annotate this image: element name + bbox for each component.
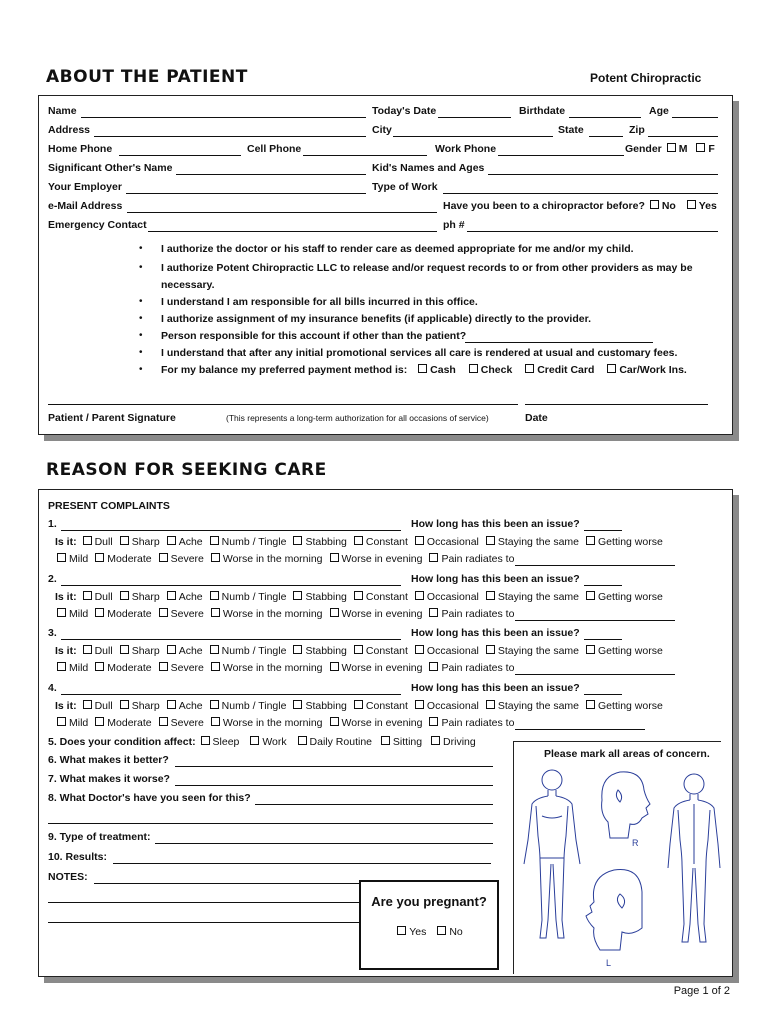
- severity-option-checkbox[interactable]: [429, 553, 438, 562]
- complaint-option-label: Numb / Tingle: [221, 645, 287, 657]
- affect-sitting-checkbox[interactable]: [381, 736, 390, 745]
- gender-f-label: F: [708, 143, 715, 155]
- complaint-option-checkbox[interactable]: [354, 536, 363, 545]
- complaint-option-checkbox[interactable]: [167, 591, 176, 600]
- complaint-field[interactable]: [61, 585, 401, 586]
- severity-option-checkbox[interactable]: [429, 662, 438, 671]
- complaint-option-checkbox[interactable]: [167, 700, 176, 709]
- how-long-field[interactable]: [584, 639, 622, 640]
- affect-sleep-checkbox[interactable]: [201, 736, 210, 745]
- affect-daily-routine-label: Daily Routine: [309, 736, 372, 748]
- payment-car-work-ins-checkbox[interactable]: [607, 364, 616, 373]
- significant-other-label: Significant Other's Name: [48, 162, 173, 174]
- kids-label: Kid's Names and Ages: [372, 162, 485, 174]
- q9-label: 9. Type of treatment:: [48, 831, 151, 843]
- signature-label: Patient / Parent Signature: [48, 412, 176, 424]
- q7-field[interactable]: [175, 785, 493, 786]
- complaint-option-checkbox[interactable]: [293, 536, 302, 545]
- severity-option-label: Worse in the morning: [222, 717, 323, 729]
- state-field[interactable]: [589, 136, 623, 137]
- severity-option-checkbox[interactable]: [211, 717, 220, 726]
- state-label: State: [558, 124, 584, 136]
- complaint-option-checkbox[interactable]: [415, 645, 424, 654]
- head-profile-left: [586, 869, 642, 968]
- complaint-option-label: Occasional: [426, 536, 479, 548]
- q8-label: 8. What Doctor's have you seen for this?: [48, 792, 251, 804]
- payment-cash-label: Cash: [430, 364, 456, 376]
- complaint-option-checkbox[interactable]: [83, 591, 92, 600]
- complaint-option-checkbox[interactable]: [167, 645, 176, 654]
- complaint-type-row: [55, 536, 668, 549]
- severity-option-label: Mild: [69, 608, 89, 620]
- complaint-option-label: Sharp: [131, 645, 160, 657]
- complaint-option-label: Ache: [178, 591, 203, 603]
- severity-option-checkbox[interactable]: [429, 717, 438, 726]
- complaint-option-label: Staying the same: [497, 700, 580, 712]
- complaint-type-row: [55, 645, 668, 658]
- complaint-option-checkbox[interactable]: [210, 591, 219, 600]
- complaint-field[interactable]: [61, 530, 401, 531]
- auth-item-6: I understand that after any initial promotional services all care is rendered at usual and customary fees.: [161, 347, 678, 359]
- severity-option-label: Pain radiates to: [441, 717, 515, 729]
- q5-label: 5. Does your condition affect:: [48, 736, 196, 748]
- payment-check-label: Check: [480, 364, 513, 376]
- been-before-group: [443, 200, 717, 213]
- emergency-phone-field[interactable]: [467, 231, 718, 232]
- payment-credit-card-checkbox[interactable]: [525, 364, 534, 373]
- severity-option-label: Severe: [170, 608, 204, 620]
- severity-option-checkbox[interactable]: [95, 717, 104, 726]
- complaint-option-label: Ache: [178, 700, 203, 712]
- notes-field-line2[interactable]: [48, 902, 359, 903]
- complaint-option-checkbox[interactable]: [486, 536, 495, 545]
- gender-f-checkbox[interactable]: [696, 143, 705, 152]
- how-long-label: How long has this been an issue?: [411, 682, 580, 694]
- how-long-label: How long has this been an issue?: [411, 627, 580, 639]
- payment-method-row: [161, 364, 687, 377]
- section-title-about: ABOUT THE PATIENT: [46, 67, 248, 87]
- complaint-option-checkbox[interactable]: [415, 536, 424, 545]
- body-chart-label: Please mark all areas of concern.: [544, 748, 710, 760]
- complaint-option-checkbox[interactable]: [293, 645, 302, 654]
- complaint-option-checkbox[interactable]: [210, 536, 219, 545]
- auth-item-5: Person responsible for this account if other than the patient?: [161, 330, 467, 342]
- auth-item-1: I authorize the doctor or his staff to render care as deemed appropriate for me and/or my child.: [161, 243, 634, 255]
- complaint-option-checkbox[interactable]: [354, 645, 363, 654]
- complaint-option-checkbox[interactable]: [486, 645, 495, 654]
- severity-option-checkbox[interactable]: [330, 553, 339, 562]
- kids-field[interactable]: [488, 174, 718, 175]
- complaint-option-label: Stabbing: [305, 700, 347, 712]
- work-phone-label: Work Phone: [435, 143, 497, 155]
- bullet-icon: •: [139, 313, 143, 324]
- severity-option-checkbox[interactable]: [159, 717, 168, 726]
- pain-radiates-field[interactable]: [515, 665, 675, 675]
- how-long-field[interactable]: [584, 585, 622, 586]
- complaint-option-label: Staying the same: [497, 591, 580, 603]
- payment-credit-card-label: Credit Card: [537, 364, 595, 376]
- complaint-option-label: Sharp: [131, 536, 160, 548]
- severity-option-checkbox[interactable]: [57, 662, 66, 671]
- zip-label: Zip: [629, 124, 645, 136]
- severity-option-label: Severe: [170, 662, 204, 674]
- complaint-option-checkbox[interactable]: [210, 645, 219, 654]
- home-phone-field[interactable]: [119, 155, 241, 156]
- body-diagram[interactable]: [514, 760, 721, 975]
- responsible-person-field[interactable]: [465, 342, 653, 343]
- signature-date-field[interactable]: [525, 404, 708, 405]
- complaint-option-checkbox[interactable]: [210, 700, 219, 709]
- complaint-option-checkbox[interactable]: [586, 645, 595, 654]
- complaint-option-checkbox[interactable]: [83, 536, 92, 545]
- severity-option-checkbox[interactable]: [211, 662, 220, 671]
- notes-field-line3[interactable]: [48, 922, 359, 923]
- head-profile-right: [602, 772, 650, 848]
- payment-car-work-ins-label: Car/Work Ins.: [619, 364, 687, 376]
- q7-label: 7. What makes it worse?: [48, 773, 170, 785]
- severity-option-label: Worse in evening: [341, 717, 423, 729]
- complaint-option-checkbox[interactable]: [486, 591, 495, 600]
- payment-cash-checkbox[interactable]: [418, 364, 427, 373]
- complaint-option-checkbox[interactable]: [83, 645, 92, 654]
- cell-phone-label: Cell Phone: [247, 143, 302, 155]
- complaint-option-label: Staying the same: [497, 645, 580, 657]
- complaint-option-label: Getting worse: [598, 645, 663, 657]
- pregnant-yes-checkbox[interactable]: [397, 926, 406, 935]
- complaint-option-label: Dull: [94, 536, 113, 548]
- affect-work-checkbox[interactable]: [250, 736, 259, 745]
- complaint-option-checkbox[interactable]: [354, 591, 363, 600]
- severity-option-checkbox[interactable]: [159, 608, 168, 617]
- complaint-option-checkbox[interactable]: [586, 536, 595, 545]
- left-mark: L: [606, 958, 612, 968]
- severity-option-label: Moderate: [107, 717, 152, 729]
- q8-field-line2[interactable]: [48, 823, 493, 824]
- how-long-label: How long has this been an issue?: [411, 573, 580, 585]
- complaint-option-checkbox[interactable]: [120, 645, 129, 654]
- work-phone-field[interactable]: [498, 155, 624, 156]
- ph-label: ph #: [443, 219, 465, 231]
- emergency-contact-field[interactable]: [148, 231, 437, 232]
- complaint-option-checkbox[interactable]: [354, 700, 363, 709]
- payment-check-checkbox[interactable]: [469, 364, 478, 373]
- complaint-option-label: Getting worse: [598, 536, 663, 548]
- severity-option-checkbox[interactable]: [211, 553, 220, 562]
- severity-option-label: Mild: [69, 662, 89, 674]
- severity-option-checkbox[interactable]: [211, 608, 220, 617]
- notes-label: NOTES:: [48, 871, 88, 883]
- name-field[interactable]: [81, 117, 366, 118]
- city-label: City: [372, 124, 392, 136]
- severity-option-label: Mild: [69, 717, 89, 729]
- complaint-option-label: Ache: [178, 645, 203, 657]
- complaint-option-label: Dull: [94, 645, 113, 657]
- severity-option-checkbox[interactable]: [330, 662, 339, 671]
- auth-item-3: I understand I am responsible for all bills incurred in this office.: [161, 296, 478, 308]
- severity-option-checkbox[interactable]: [95, 662, 104, 671]
- complaint-option-label: Occasional: [426, 591, 479, 603]
- present-complaints-heading: PRESENT COMPLAINTS: [48, 500, 170, 512]
- is-it-label: Is it:: [55, 591, 77, 603]
- affect-work-label: Work: [262, 736, 287, 748]
- complaint-option-label: Staying the same: [497, 536, 580, 548]
- complaint-option-label: Constant: [365, 700, 408, 712]
- gender-m-label: M: [678, 143, 688, 155]
- pain-radiates-field[interactable]: [515, 720, 645, 730]
- cell-phone-field[interactable]: [303, 155, 427, 156]
- q10-field[interactable]: [113, 863, 491, 864]
- complaint-option-label: Numb / Tingle: [221, 591, 287, 603]
- severity-option-label: Moderate: [107, 608, 152, 620]
- q10-label: 10. Results:: [48, 851, 107, 863]
- severity-option-label: Worse in evening: [341, 553, 423, 565]
- complaint-number: 4.: [48, 682, 57, 694]
- page-number: Page 1 of 2: [673, 985, 730, 997]
- city-field[interactable]: [393, 136, 553, 137]
- bullet-icon: •: [139, 347, 143, 358]
- complaint-severity-row: [55, 717, 645, 730]
- q9-field[interactable]: [155, 843, 493, 844]
- complaint-option-checkbox[interactable]: [415, 700, 424, 709]
- birthdate-label: Birthdate: [519, 105, 566, 117]
- complaint-option-checkbox[interactable]: [293, 700, 302, 709]
- signature-note: (This represents a long-term authorization for all occasions of service): [226, 413, 489, 423]
- complaint-option-label: Sharp: [131, 591, 160, 603]
- how-long-field[interactable]: [584, 530, 622, 531]
- complaint-option-checkbox[interactable]: [120, 536, 129, 545]
- employer-field[interactable]: [126, 193, 366, 194]
- complaint-option-label: Stabbing: [305, 536, 347, 548]
- signature-field[interactable]: [48, 404, 518, 405]
- complaint-option-checkbox[interactable]: [586, 700, 595, 709]
- been-before-yes-checkbox[interactable]: [687, 200, 696, 209]
- pregnant-yes-label: Yes: [409, 926, 427, 938]
- severity-option-label: Mild: [69, 553, 89, 565]
- complaint-option-checkbox[interactable]: [167, 536, 176, 545]
- right-mark: R: [632, 838, 639, 848]
- complaint-option-label: Getting worse: [598, 700, 663, 712]
- severity-option-label: Worse in evening: [341, 662, 423, 674]
- patient-info-box: [38, 95, 733, 435]
- affect-sleep-label: Sleep: [212, 736, 240, 748]
- bullet-icon: •: [139, 262, 143, 273]
- is-it-label: Is it:: [55, 700, 77, 712]
- bullet-icon: •: [139, 330, 143, 341]
- been-before-no-checkbox[interactable]: [650, 200, 659, 209]
- section-title-reason: REASON FOR SEEKING CARE: [46, 460, 327, 480]
- affect-driving-checkbox[interactable]: [431, 736, 440, 745]
- complaint-option-label: Stabbing: [305, 645, 347, 657]
- auth-item-7: For my balance my preferred payment method is:: [161, 364, 408, 376]
- auth-item-4: I authorize assignment of my insurance benefits (if applicable) directly to the provider.: [161, 313, 592, 325]
- practice-name: Potent Chiropractic: [590, 71, 702, 85]
- severity-option-label: Pain radiates to: [441, 662, 515, 674]
- complaint-option-label: Stabbing: [305, 591, 347, 603]
- been-before-no-label: No: [661, 200, 676, 212]
- complaint-number: 3.: [48, 627, 57, 639]
- pain-radiates-field[interactable]: [515, 611, 675, 621]
- complaint-option-label: Occasional: [426, 700, 479, 712]
- complaint-severity-row: [55, 608, 675, 621]
- bullet-icon: •: [139, 243, 143, 254]
- q6-field[interactable]: [175, 766, 493, 767]
- auth-item-2: I authorize Potent Chiropractic LLC to release and/or request records to or from other providers as may be: [161, 262, 693, 274]
- complaint-option-checkbox[interactable]: [120, 700, 129, 709]
- complaint-number: 1.: [48, 518, 57, 530]
- significant-other-field[interactable]: [176, 174, 366, 175]
- severity-option-label: Severe: [170, 553, 204, 565]
- pregnant-box: [359, 880, 499, 970]
- severity-option-checkbox[interactable]: [57, 608, 66, 617]
- how-long-label: How long has this been an issue?: [411, 518, 580, 530]
- complaint-severity-row: [55, 662, 675, 675]
- body-front-figure: [524, 770, 580, 938]
- employer-label: Your Employer: [48, 181, 122, 193]
- complaint-option-label: Dull: [94, 700, 113, 712]
- severity-option-checkbox[interactable]: [159, 662, 168, 671]
- severity-option-label: Severe: [170, 717, 204, 729]
- complaint-number: 2.: [48, 573, 57, 585]
- complaint-option-label: Ache: [178, 536, 203, 548]
- auth-item-2-cont: necessary.: [161, 279, 215, 291]
- address-label: Address: [48, 124, 91, 136]
- severity-option-checkbox[interactable]: [57, 553, 66, 562]
- pregnant-options: [361, 926, 497, 938]
- complaint-option-checkbox[interactable]: [415, 591, 424, 600]
- complaint-option-checkbox[interactable]: [293, 591, 302, 600]
- severity-option-label: Pain radiates to: [441, 608, 515, 620]
- severity-option-label: Moderate: [107, 662, 152, 674]
- complaint-option-label: Constant: [365, 645, 408, 657]
- gender-m-checkbox[interactable]: [667, 143, 676, 152]
- severity-option-label: Worse in the morning: [222, 553, 323, 565]
- birthdate-field[interactable]: [569, 117, 641, 118]
- pregnant-no-label: No: [449, 926, 463, 938]
- bullet-icon: •: [139, 364, 143, 375]
- complaint-field[interactable]: [61, 694, 401, 695]
- affect-driving-label: Driving: [443, 736, 476, 748]
- complaint-option-checkbox[interactable]: [83, 700, 92, 709]
- complaint-option-label: Sharp: [131, 700, 160, 712]
- complaint-option-label: Numb / Tingle: [221, 700, 287, 712]
- todays-date-label: Today's Date: [372, 105, 437, 117]
- severity-option-checkbox[interactable]: [330, 608, 339, 617]
- type-of-work-label: Type of Work: [372, 181, 438, 193]
- pregnant-no-checkbox[interactable]: [437, 926, 446, 935]
- been-before-yes-label: Yes: [698, 200, 717, 212]
- home-phone-label: Home Phone: [48, 143, 113, 155]
- email-label: e-Mail Address: [48, 200, 123, 212]
- complaint-option-label: Dull: [94, 591, 113, 603]
- complaint-option-label: Occasional: [426, 645, 479, 657]
- q8-field[interactable]: [255, 804, 493, 805]
- gender-label: Gender: [625, 143, 662, 155]
- complaint-option-checkbox[interactable]: [486, 700, 495, 709]
- severity-option-label: Pain radiates to: [441, 553, 515, 565]
- zip-field[interactable]: [648, 136, 718, 137]
- body-back-figure: [668, 774, 720, 942]
- is-it-label: Is it:: [55, 536, 77, 548]
- is-it-label: Is it:: [55, 645, 77, 657]
- been-before-label: Have you been to a chiropractor before?: [443, 200, 645, 212]
- complaint-option-label: Getting worse: [598, 591, 663, 603]
- severity-option-checkbox[interactable]: [95, 553, 104, 562]
- complaint-option-checkbox[interactable]: [586, 591, 595, 600]
- severity-option-label: Worse in the morning: [222, 662, 323, 674]
- type-of-work-field[interactable]: [443, 193, 718, 194]
- date-label: Date: [525, 412, 548, 424]
- severity-option-label: Worse in evening: [341, 608, 423, 620]
- age-label: Age: [649, 105, 669, 117]
- complaint-type-row: [55, 591, 668, 604]
- pregnant-question: Are you pregnant?: [371, 894, 487, 909]
- q6-label: 6. What makes it better?: [48, 754, 169, 766]
- name-label: Name: [48, 105, 77, 117]
- emergency-contact-label: Emergency Contact: [48, 219, 147, 231]
- complaint-option-checkbox[interactable]: [120, 591, 129, 600]
- severity-option-checkbox[interactable]: [95, 608, 104, 617]
- severity-option-checkbox[interactable]: [57, 717, 66, 726]
- age-field[interactable]: [672, 117, 718, 118]
- complaint-severity-row: [55, 553, 675, 566]
- severity-option-label: Worse in the morning: [222, 608, 323, 620]
- complaint-option-label: Constant: [365, 536, 408, 548]
- q5-row: [48, 736, 476, 749]
- severity-option-checkbox[interactable]: [159, 553, 168, 562]
- address-field[interactable]: [94, 136, 366, 137]
- complaint-option-label: Constant: [365, 591, 408, 603]
- notes-field[interactable]: [94, 883, 359, 884]
- severity-option-checkbox[interactable]: [330, 717, 339, 726]
- reason-box: [38, 489, 733, 977]
- complaint-option-label: Numb / Tingle: [221, 536, 287, 548]
- body-chart-panel: [513, 741, 721, 974]
- todays-date-field[interactable]: [438, 117, 511, 118]
- email-field[interactable]: [127, 212, 437, 213]
- complaint-field[interactable]: [61, 639, 401, 640]
- severity-option-checkbox[interactable]: [429, 608, 438, 617]
- pain-radiates-field[interactable]: [515, 556, 675, 566]
- affect-daily-routine-checkbox[interactable]: [298, 736, 307, 745]
- bullet-icon: •: [139, 296, 143, 307]
- complaint-type-row: [55, 700, 668, 713]
- gender-group: [625, 143, 715, 156]
- severity-option-label: Moderate: [107, 553, 152, 565]
- how-long-field[interactable]: [584, 694, 622, 695]
- affect-sitting-label: Sitting: [392, 736, 423, 748]
